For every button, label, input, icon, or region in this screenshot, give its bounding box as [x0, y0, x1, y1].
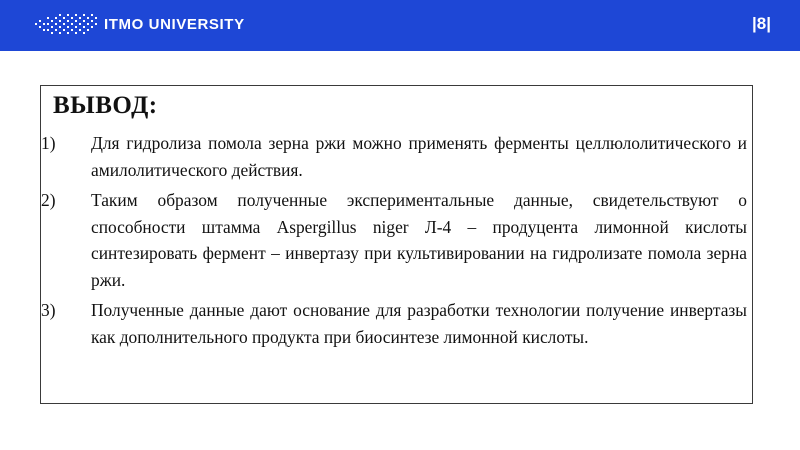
conclusion-box: [40, 85, 753, 404]
conclusion-title: ВЫВОД:: [53, 92, 158, 119]
header-bar: [0, 0, 800, 51]
list-item: [41, 130, 747, 183]
list-item-number: 3): [41, 300, 56, 320]
list-item-number: 1): [41, 133, 56, 153]
list-item: [41, 187, 747, 293]
slide-number: |8|: [752, 14, 771, 33]
list-item-text: Для гидролиза помола зерна ржи можно применять ферменты целлюлолитического и амилолитического действия.: [91, 133, 747, 180]
list-item-number: 2): [41, 190, 56, 210]
brand-name: ITMO UNIVERSITY: [104, 16, 245, 33]
list-item: [41, 297, 747, 350]
itmo-dot-logo-icon: [33, 14, 99, 36]
conclusion-list: [41, 130, 747, 354]
list-item-text: Полученные данные дают основание для разработки технологии получение инвертазы как дополнительного продукта при биосинтезе лимонной кислоты.: [91, 300, 747, 347]
list-item-text: Таким образом полученные экспериментальные данные, свидетельствуют о способности штамма Aspergillus niger Л-4 – продуцента лимонной кислоты синтезировать фермент – инвертазу при культивировании на гидролизате помола зерна ржи.: [91, 190, 747, 290]
